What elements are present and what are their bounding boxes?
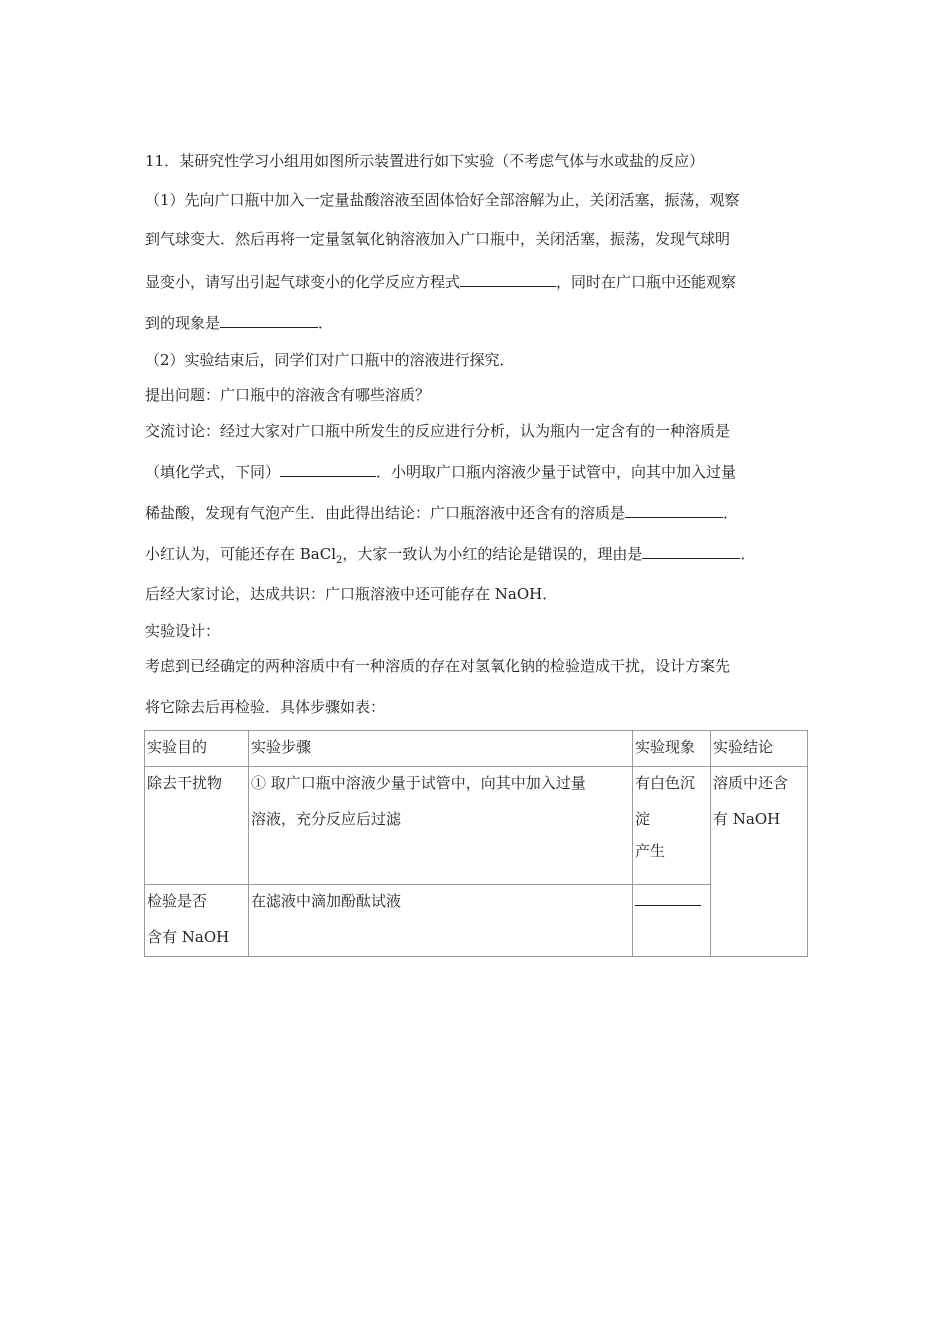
part1-line3-text-b: ，同时在广口瓶中还能观察 [556,273,737,291]
row1-step-line1: ① 取广口瓶中溶液少量于试管中，向其中加入过量 [251,774,586,792]
header-steps: 实验步骤 [249,731,633,767]
part1-line3-text-a: 显变小，请写出引起气球变小的化学反应方程式 [145,273,461,291]
discussion-line5: 后经大家讨论，达成共识：广口瓶溶液中还可能存在 NaOH． [145,585,558,603]
design-line2: 将它除去后再检验．具体步骤如表： [145,698,386,716]
design-title: 实验设计： [145,622,221,640]
table-header-row [145,731,808,767]
answer-blank-second-solute[interactable] [625,503,723,518]
answer-blank-solute[interactable] [280,462,376,477]
row2-purpose [145,885,249,957]
discussion-line3 [145,503,738,523]
discussion-line4-text-b: ，大家一致认为小红的结论是错误的，理由是 [342,545,643,563]
raise-question: 提出问题：广口瓶中的溶液含有哪些溶质？ [145,386,431,404]
question-title: 11．某研究性学习小组用如图所示装置进行如下实验（不考虑气体与水或盐的反应） [145,152,705,170]
answer-blank-phenomenon[interactable] [220,313,318,328]
row2-purpose-line1: 检验是否 [147,892,208,910]
answer-blank-row2-phenomenon[interactable] [635,895,701,906]
answer-blank-equation[interactable] [460,272,556,287]
experiment-table [144,730,808,957]
table-row [145,767,808,885]
row1-steps [249,767,633,885]
discussion-line4-text-a: 小红认为，可能还存在 BaCl [145,545,337,563]
row2-phenomenon [633,885,711,957]
discussion-line4-text-c: ． [740,545,756,563]
row2-purpose-line2: 含有 NaOH [147,928,230,946]
row1-phenomenon-line1: 有白色沉 [635,774,696,792]
discussion-line1: 交流讨论：经过大家对广口瓶中所发生的反应进行分析，认为瓶内一定含有的一种溶质是 [145,422,731,440]
part1-line4 [145,313,333,333]
part2-line1: （2）实验结束后，同学们对广口瓶中的溶液进行探究． [145,351,515,369]
row1-phenomenon [633,767,711,885]
row1-conclusion [711,767,808,957]
table-row [145,885,808,957]
row1-conclusion-line2: 有 NaOH [713,810,781,828]
row1-phenomenon-line2: 淀 [635,810,651,828]
discussion-line2-text-b: ．小明取广口瓶内溶液少量于试管中，向其中加入过量 [376,463,737,481]
header-phenomenon: 实验现象 [633,731,711,767]
part1-line4-text-a: 到的现象是 [145,314,221,332]
header-conclusion: 实验结论 [711,731,808,767]
discussion-line4 [145,544,755,571]
discussion-line3-text-b: ． [723,504,739,522]
part1-line1: （1）先向广口瓶中加入一定量盐酸溶液至固体恰好全部溶解为止，关闭活塞，振荡，观察 [145,191,740,209]
row2-step: 在滤液中滴加酚酞试液 [249,885,633,957]
part1-line3 [145,272,736,292]
subscript-2: 2 [336,555,343,566]
answer-blank-reason[interactable] [642,544,740,559]
discussion-line3-text-a: 稀盐酸，发现有气泡产生．由此得出结论：广口瓶溶液中还含有的溶质是 [145,504,626,522]
header-purpose: 实验目的 [145,731,249,767]
discussion-line2 [145,462,736,482]
part1-line4-text-b: ． [318,314,334,332]
row1-phenomenon-line3: 产生 [635,842,666,860]
row1-purpose: 除去干扰物 [145,767,249,885]
discussion-line2-text-a: （填化学式，下同） [145,463,281,481]
part1-line2: 到气球变大．然后再将一定量氢氧化钠溶液加入广口瓶中，关闭活塞，振荡，发现气球明 [145,230,731,248]
design-line1: 考虑到已经确定的两种溶质中有一种溶质的存在对氢氧化钠的检验造成干扰，设计方案先 [145,657,731,675]
row1-conclusion-line1: 溶质中还含 [713,774,789,792]
row1-step-line2: 溶液，充分反应后过滤 [251,810,402,828]
